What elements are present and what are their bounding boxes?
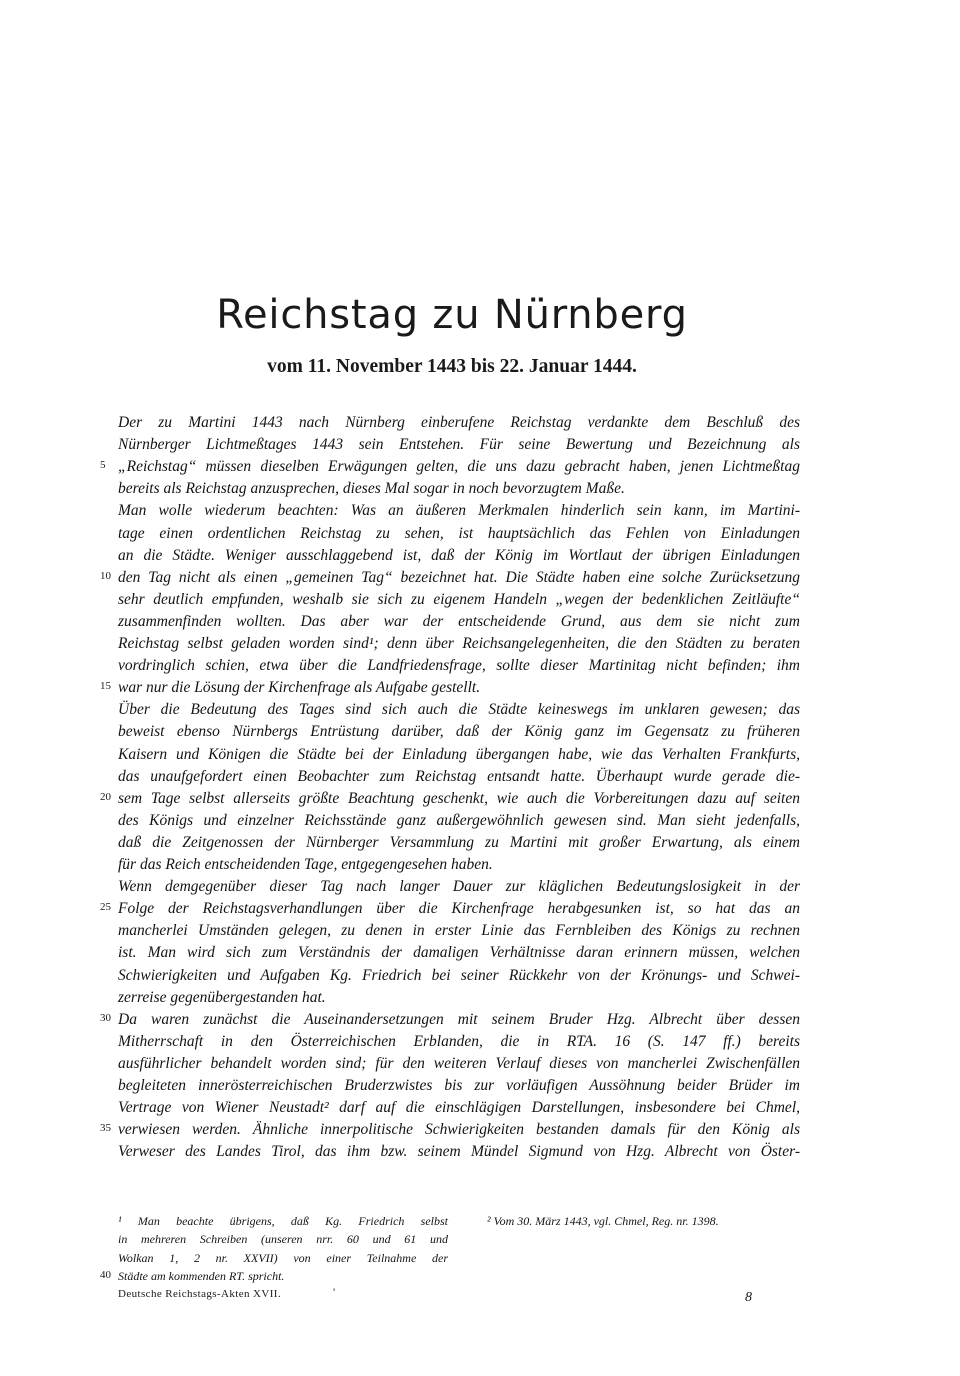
body-line: zerreise gegenübergestanden hat. [118,988,326,1006]
body-line: Vertrage von Wiener Neustadt² darf auf die einschlägigen Darstellungen, insbesondere bei Chmel, [118,1099,800,1117]
body-line: den Tag nicht als einen „gemeinen Tag“ bezeichnet hat. Die Städte haben eine solche Zurücksetzung [118,568,800,586]
body-line: an die Städte. Weniger ausschlaggebend ist, daß der König im Wortlaut der übrigen Einladungen [118,546,800,564]
body-line: Folge der Reichstagsverhandlungen über die Kirchenfrage herabgesunken ist, so hat das an [118,900,800,918]
line-number: 20 [100,790,111,803]
body-line: Da waren zunächst die Auseinandersetzungen mit seinem Bruder Hzg. Albrecht über dessen [118,1010,800,1028]
body-line: für das Reich entscheidenden Tage, entgegengesehen haben. [118,856,493,873]
body-line: sem Tage selbst allerseits größte Beachtung geschenkt, wie auch die Vorbereitungen dazu auf seiten [118,789,800,807]
body-line: Kaisern und Königen die Städte bei der Einladung übergangen habe, wie das Verhalten Frankfurts, [118,745,800,763]
line-number: 15 [100,680,111,693]
page-title: Reichstag zu Nürnberg [216,292,688,338]
body-line: Reichstag selbst geladen worden sind¹; denn über Reichsangelegenheiten, die den Städten zu beraten [118,635,800,652]
body-line: Nürnberger Lichtmeßtages 1443 sein Entstehen. Für seine Bewertung und Bezeichnung als [118,436,800,454]
body-line: beweist ebenso Nürnbergs Entrüstung darüber, daß der König ganz im Gegensatz zu früheren [118,723,800,741]
body-line: vordringlich schien, etwa über die Landfriedensfrage, sollte dieser Martinitag nicht befinden; ihm [118,657,800,675]
footnote-2: ² Vom 30. März 1443, vgl. Chmel, Reg. nr. 1398. [487,1214,719,1228]
footnote-line: ¹ Man beachte übrigens, daß Kg. Friedrich selbst [118,1214,448,1228]
line-number: 35 [100,1122,111,1135]
body-line: ist. Man wird sich zum Verständnis der damaligen Verhältnisse daran erinnern müssen, welchen [118,944,800,962]
body-line: Verweser des Landes Tirol, das ihm bzw. seinem Mündel Sigmund von Hzg. Albrecht von Öster- [118,1143,800,1161]
body-line: Der zu Martini 1443 nach Nürnberg einberufene Reichstag verdankte dem Beschluß des [118,414,800,431]
line-number: 40 [100,1269,111,1282]
date-subtitle: vom 11. November 1443 bis 22. Januar 1444. [267,356,637,377]
body-line: Über die Bedeutung des Tages sind sich auch die Städte keineswegs im unklaren gewesen; das [118,701,800,719]
body-line: tage einen ordentlichen Reichstag zu sehen, ist hauptsächlich das Fehlen von Einladungen [118,524,800,542]
body-line: das unaufgefordert einen Beobachter zum Reichstag entsandt hatte. Überhaupt wurde gerade die- [118,767,800,785]
body-line: verwiesen werden. Ähnliche innerpolitische Schwierigkeiten bestanden damals für den König als [118,1121,800,1139]
margin-mark: ' [333,1285,336,1299]
footnote-line: Städte am kommenden RT. spricht. [118,1269,285,1284]
body-line: des Königs und einzelner Reichsstände ganz außergewöhnlich gewesen sind. Man sieht jedenfalls, [118,811,800,829]
footnote-line: in mehreren Schreiben (unseren nrr. 60 und 61 und [118,1232,448,1247]
line-number: 10 [100,569,111,582]
footnote-line: Wolkan 1, 2 nr. XXVII) von einer Teilnahme der [118,1250,448,1265]
body-line: ausführlicher behandelt worden sind; für den weiteren Verlauf dieses von mancherlei Zwischenfällen [118,1054,800,1072]
body-line: mancherlei Umständen gelegen, zu denen in erster Linie das Fernbleiben des Königs zu rechnen [118,922,800,940]
body-line: sehr deutlich empfunden, weshalb sie sich zu eigenem Handeln „wegen der bedenklichen Zeitläufte“ [118,590,800,608]
body-line: bereits als Reichstag anzusprechen, dieses Mal sogar in noch bevorzugtem Maße. [118,480,625,498]
body-line: zusammenfinden wollten. Das aber war der entscheidende Grund, aus dem sie nicht zum [118,612,800,630]
body-line: daß die Zeitgenossen der Nürnberger Versammlung zu Martini mit großer Erwartung, als einem [118,833,800,851]
body-line: begleiteten innerösterreichischen Bruderzwistes bis zur vorläufigen Aussöhnung beider Brüder im [118,1077,800,1094]
line-number: 25 [100,901,111,914]
sheet-signature: 8 [745,1290,752,1305]
body-line: Man wolle wiederum beachten: Was an äußeren Merkmalen hinderlich sein kann, im Martini- [118,502,800,520]
line-number: 30 [100,1011,111,1024]
body-line: „Reichstag“ müssen dieselben Erwägungen gelten, die uns dazu gebracht haben, jenen Lichtmeßtag [118,458,800,476]
body-line: Schwierigkeiten und Aufgaben Kg. Friedrich bei seiner Rückkehr von der Krönungs- und Schwei- [118,966,800,984]
body-line: Mitherrschaft in den Österreichischen Erblanden, die in RTA. 16 (S. 147 ff.) bereits [118,1032,800,1050]
line-number: 5 [100,459,106,472]
series-label: Deutsche Reichstags-Akten XVII. [118,1288,281,1300]
body-line: war nur die Lösung der Kirchenfrage als Aufgabe gestellt. [118,679,481,697]
body-line: Wenn demgegenüber dieser Tag nach langer Dauer zur kläglichen Bedeutungslosigkeit in der [118,878,800,896]
